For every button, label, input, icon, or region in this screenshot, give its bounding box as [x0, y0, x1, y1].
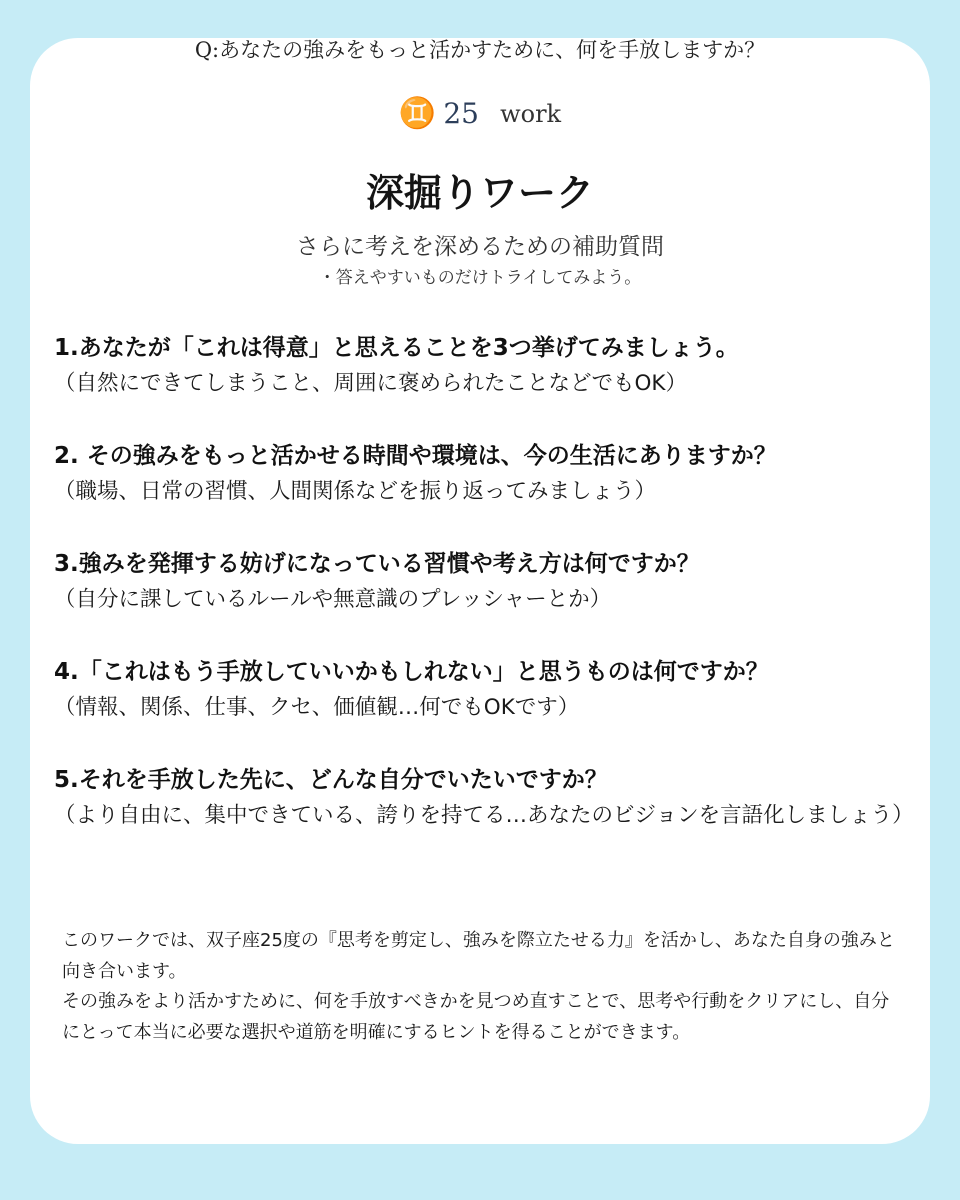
question-header: Q:あなたの強みをもっと活かすために、何を手放しますか？: [194, 38, 766, 62]
degree-badge: [0, 96, 960, 131]
footer-description: [62, 926, 902, 1048]
question-item-4: [54, 654, 934, 726]
question-text: 3.強みを発揮する妨げになっている習慣や考え方は何ですか？: [54, 551, 700, 577]
page-title: 深掘りワーク: [365, 170, 594, 215]
question-item-1: [54, 330, 934, 402]
page-subnote: ・答えやすいものだけトライしてみよう。: [318, 268, 642, 288]
degree-number: 25: [443, 97, 479, 130]
question-note: （職場、日常の習慣、人間関係などを振り返ってみましょう）: [54, 479, 657, 504]
question-item-5: [54, 762, 934, 834]
question-note: （情報、関係、仕事、クセ、価値観…何でもOKです）: [54, 695, 580, 720]
question-note: （自分に課しているルールや無意識のプレッシャーとか）: [54, 587, 612, 612]
gemini-sign-icon: ♊: [398, 96, 437, 131]
question-item-3: [54, 546, 934, 618]
question-note: （より自由に、集中できている、誇りを持てる…あなたのビジョンを言語化しましょう）: [54, 803, 914, 828]
footer-paragraph: このワークでは、双子座25度の『思考を剪定し、強みを際立たせる力』を活かし、あなた自身の強みと向き合います。: [62, 930, 895, 982]
work-label: work: [500, 99, 562, 128]
question-item-2: [54, 438, 934, 510]
question-text: 4.「これはもう手放していいかもしれない」と思うものは何ですか？: [54, 659, 769, 685]
question-list: [54, 330, 934, 870]
page-subtitle: さらに考えを深めるための補助質問: [296, 234, 664, 260]
question-text: 2. その強みをもっと活かせる時間や環境は、今の生活にありますか？: [54, 443, 777, 469]
question-text: 5.それを手放した先に、どんな自分でいたいですか？: [54, 767, 608, 793]
question-text: 1.あなたが「これは得意」と思えることを3つ挙げてみましょう。: [54, 335, 739, 361]
question-note: （自然にできてしまうこと、周囲に褒められたことなどでもOK）: [54, 371, 688, 396]
footer-paragraph: その強みをより活かすために、何を手放すべきかを見つめ直すことで、思考や行動をクリアにし、自分にとって本当に必要な選択や道筋を明確にするヒントを得ることができます。: [62, 991, 890, 1043]
